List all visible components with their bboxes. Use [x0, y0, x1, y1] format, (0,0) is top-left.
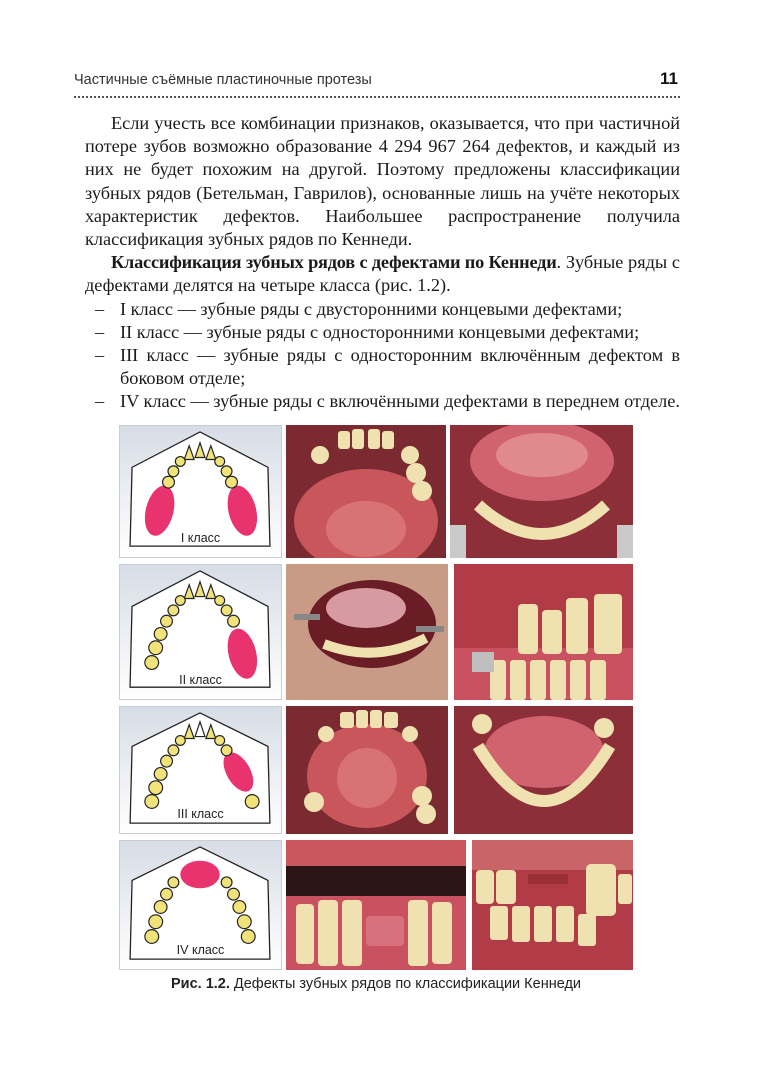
class-label-2: II класс [179, 673, 222, 687]
diagram-class-3 [119, 706, 282, 834]
class-list [85, 298, 680, 414]
class-label-4: IV класс [176, 943, 225, 957]
dental-photo [450, 425, 633, 558]
photo-lower-jaw-class-1 [450, 425, 633, 558]
figure-caption [119, 976, 633, 992]
body-text [85, 112, 680, 414]
dental-photo [454, 564, 633, 700]
photo-upper-jaw-class-1 [286, 425, 446, 558]
page-number: 11 [660, 69, 678, 88]
figure-row-class-3 [119, 706, 633, 834]
list-item-text: III класс — зубные ряды с односторонним включённым дефектом в боковом отделе; [120, 345, 680, 389]
header-title: Частичные съёмные пластиночные протезы [74, 72, 372, 88]
diagram-class-4 [119, 840, 282, 970]
list-dash: – [95, 391, 105, 412]
diagram-class-2 [119, 564, 282, 700]
class-label-1: I класс [180, 531, 221, 545]
running-header [74, 68, 680, 98]
figure-row-class-4 [119, 840, 633, 970]
figure-row-class-2 [119, 564, 633, 700]
list-dash: – [95, 321, 105, 342]
list-item [85, 390, 680, 413]
list-item-text: IV класс — зубные ряды с включёнными дефектами в переднем отделе. [120, 391, 680, 412]
paragraph-kennedy [85, 251, 680, 297]
figure-row-class-1 [119, 425, 633, 558]
list-item [85, 321, 680, 344]
photo-open-mouth-class-2 [286, 564, 448, 700]
list-item [85, 344, 680, 390]
diagram-class-1 [119, 425, 282, 558]
list-item-text: II класс — зубные ряды с односторонними концевыми дефектами; [120, 321, 640, 342]
figure-caption-label: Рис. 1.2. [170, 976, 230, 992]
list-dash: – [95, 345, 105, 366]
photo-front-gap-upper-class-4 [472, 840, 633, 970]
photo-lower-jaw-class-3 [454, 706, 633, 834]
class-label-3: III класс [177, 807, 224, 821]
dental-photo [454, 706, 633, 834]
figure-kennedy-classes [119, 425, 633, 970]
paragraph-intro: Если учесть все комбинации признаков, оказывается, что при частичной потере зубов возможно образование 4 294 967 264 дефектов, и каждый из них не будет похожим на другой. Поэтому предложены классификации зубных рядов (Бетельман, Гаврилов), основанные лишь на учёте некоторых характеристик дефектов. Наибольшее распространение получила классификация зубных рядов по Кеннеди. [85, 113, 680, 250]
figure-caption-text: Дефекты зубных рядов по классификации Кеннеди [229, 976, 582, 992]
kennedy-heading: Классификация зубных рядов с дефектами по Кеннеди [111, 252, 557, 273]
list-item-text: I класс — зубные ряды с двусторонними концевыми дефектами; [120, 298, 623, 319]
photo-front-gap-lower-class-4 [286, 840, 466, 970]
dental-photo [286, 840, 466, 970]
list-item [85, 298, 680, 321]
photo-upper-jaw-class-3 [286, 706, 448, 834]
kennedy-intro: . Зубные ряды с дефектами делятся на четыре класса (рис. 1.2). [85, 252, 680, 296]
list-dash: – [95, 298, 105, 319]
dental-photo [472, 840, 633, 970]
dental-photo [286, 425, 446, 558]
photo-front-teeth-class-2 [454, 564, 633, 700]
dental-photo [286, 706, 448, 834]
dental-photo [286, 564, 448, 700]
